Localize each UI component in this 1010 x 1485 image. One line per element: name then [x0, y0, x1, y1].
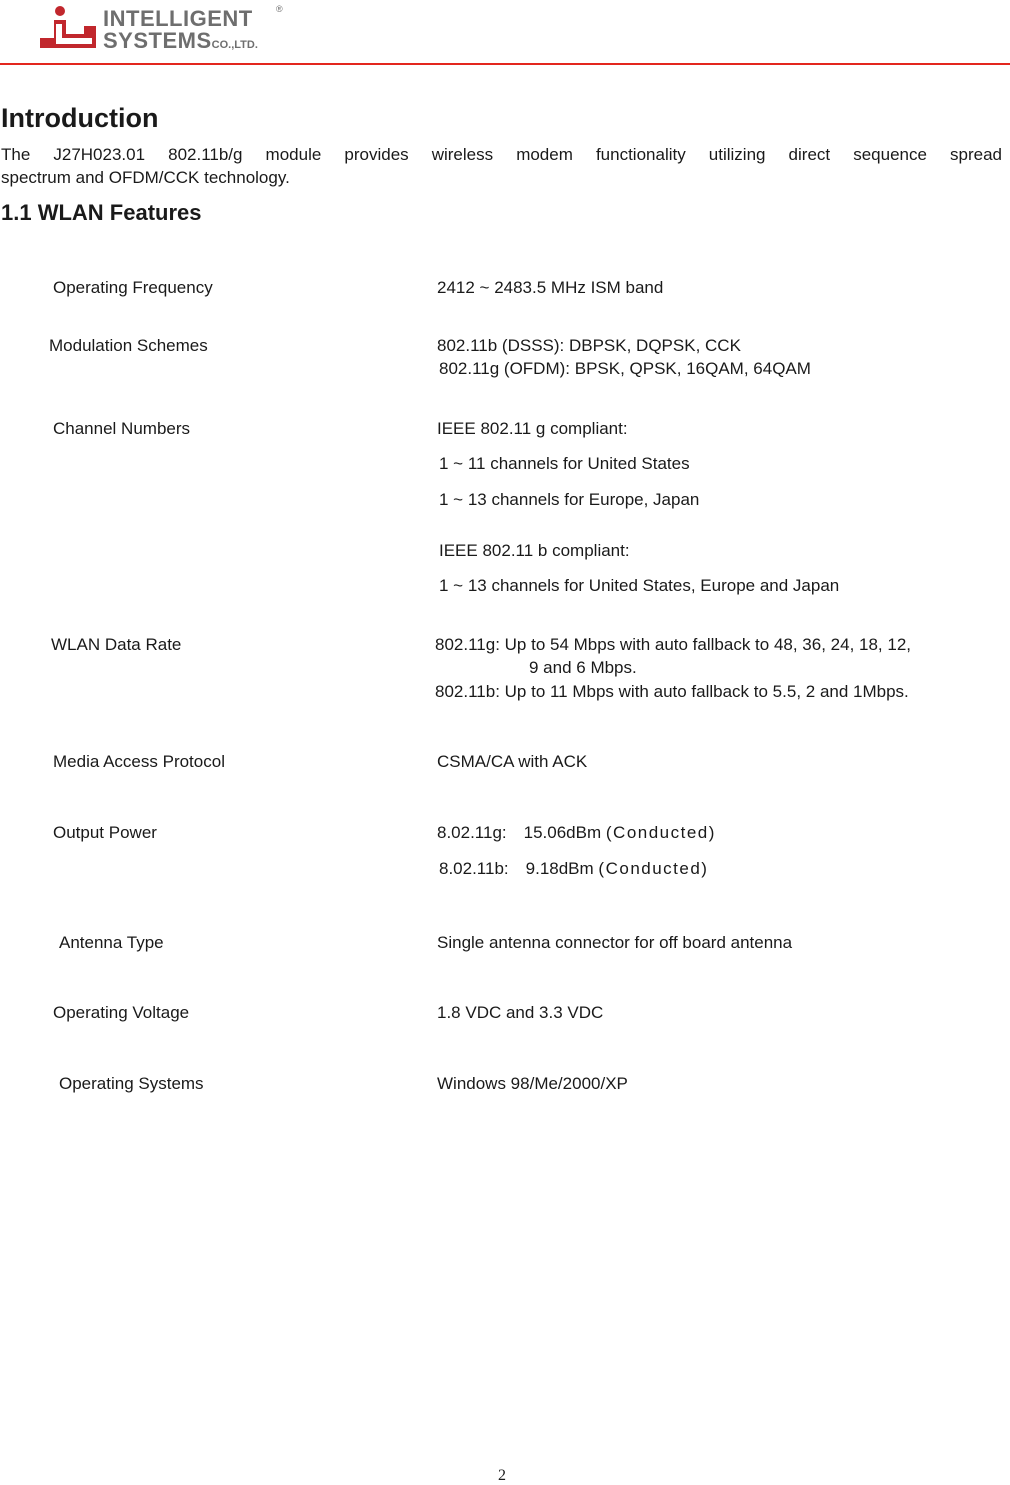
value-antenna-type: Single antenna connector for off board antenna: [437, 933, 793, 952]
label-wlan-data-rate: WLAN Data Rate: [51, 635, 182, 654]
value-data-rate-g-1: 802.11g: Up to 54 Mbps with auto fallback to 48, 36, 24, 18, 12,: [435, 635, 911, 654]
intro-line-2: spectrum and OFDM/CCK technology.: [1, 168, 290, 187]
logo-line-1: INTELLIGENT: [103, 6, 253, 31]
header-rule: [0, 63, 1010, 65]
value-channels-g-eu: 1 ~ 13 channels for Europe, Japan: [439, 490, 700, 509]
output-power-g-standard: 8.02.11g:: [437, 823, 507, 842]
label-operating-frequency: Operating Frequency: [53, 278, 213, 297]
output-power-b-standard: 8.02.11b:: [439, 859, 509, 878]
value-channels-b-head: IEEE 802.11 b compliant:: [439, 541, 630, 560]
page-title: Introduction: [1, 103, 159, 133]
output-power-b-value: 9.18dBm: [525, 859, 594, 878]
logo-suffix: CO.,LTD.: [211, 39, 258, 51]
value-data-rate-g-2: 9 and 6 Mbps.: [529, 658, 637, 677]
logo-line-2: [103, 28, 258, 54]
value-operating-voltage: 1.8 VDC and 3.3 VDC: [437, 1003, 604, 1022]
label-operating-systems: Operating Systems: [59, 1074, 204, 1093]
label-operating-voltage: Operating Voltage: [53, 1003, 190, 1022]
label-antenna-type: Antenna Type: [59, 933, 164, 952]
logo-mark-icon: [38, 4, 100, 52]
output-power-g-note: (Conducted): [605, 823, 716, 842]
value-channels-b-all: 1 ~ 13 channels for United States, Europe and Japan: [439, 576, 840, 595]
registered-mark: ®: [276, 4, 283, 14]
value-operating-systems: Windows 98/Me/2000/XP: [437, 1074, 628, 1093]
value-data-rate-b: 802.11b: Up to 11 Mbps with auto fallback to 5.5, 2 and 1Mbps.: [435, 682, 909, 701]
intro-paragraph: [1, 143, 1002, 189]
label-channel-numbers: Channel Numbers: [53, 419, 191, 438]
output-power-g-value: 15.06dBm: [523, 823, 602, 842]
company-logo: [38, 4, 298, 54]
value-media-access-protocol: CSMA/CA with ACK: [437, 752, 588, 771]
logo-line-2-main: SYSTEMS: [103, 28, 212, 53]
value-operating-frequency: 2412 ~ 2483.5 MHz ISM band: [437, 278, 664, 297]
value-output-power-g: [437, 823, 716, 843]
output-power-b-note: (Conducted): [598, 859, 709, 878]
value-channels-g-us: 1 ~ 11 channels for United States: [439, 454, 690, 473]
value-modulation-g: 802.11g (OFDM): BPSK, QPSK, 16QAM, 64QAM: [439, 359, 811, 378]
label-output-power: Output Power: [53, 823, 157, 842]
value-channels-g-head: IEEE 802.11 g compliant:: [437, 419, 628, 438]
label-modulation-schemes: Modulation Schemes: [49, 336, 208, 355]
intro-line-1: The J27H023.01 802.11b/g module provides wireless modem functionality utilizing direct sequence spread: [1, 145, 1002, 164]
label-media-access-protocol: Media Access Protocol: [53, 752, 225, 771]
value-modulation-b: 802.11b (DSSS): DBPSK, DQPSK, CCK: [437, 336, 741, 355]
value-output-power-b: [439, 859, 708, 879]
section-heading: 1.1 WLAN Features: [1, 200, 202, 225]
page-number: 2: [498, 1467, 506, 1484]
